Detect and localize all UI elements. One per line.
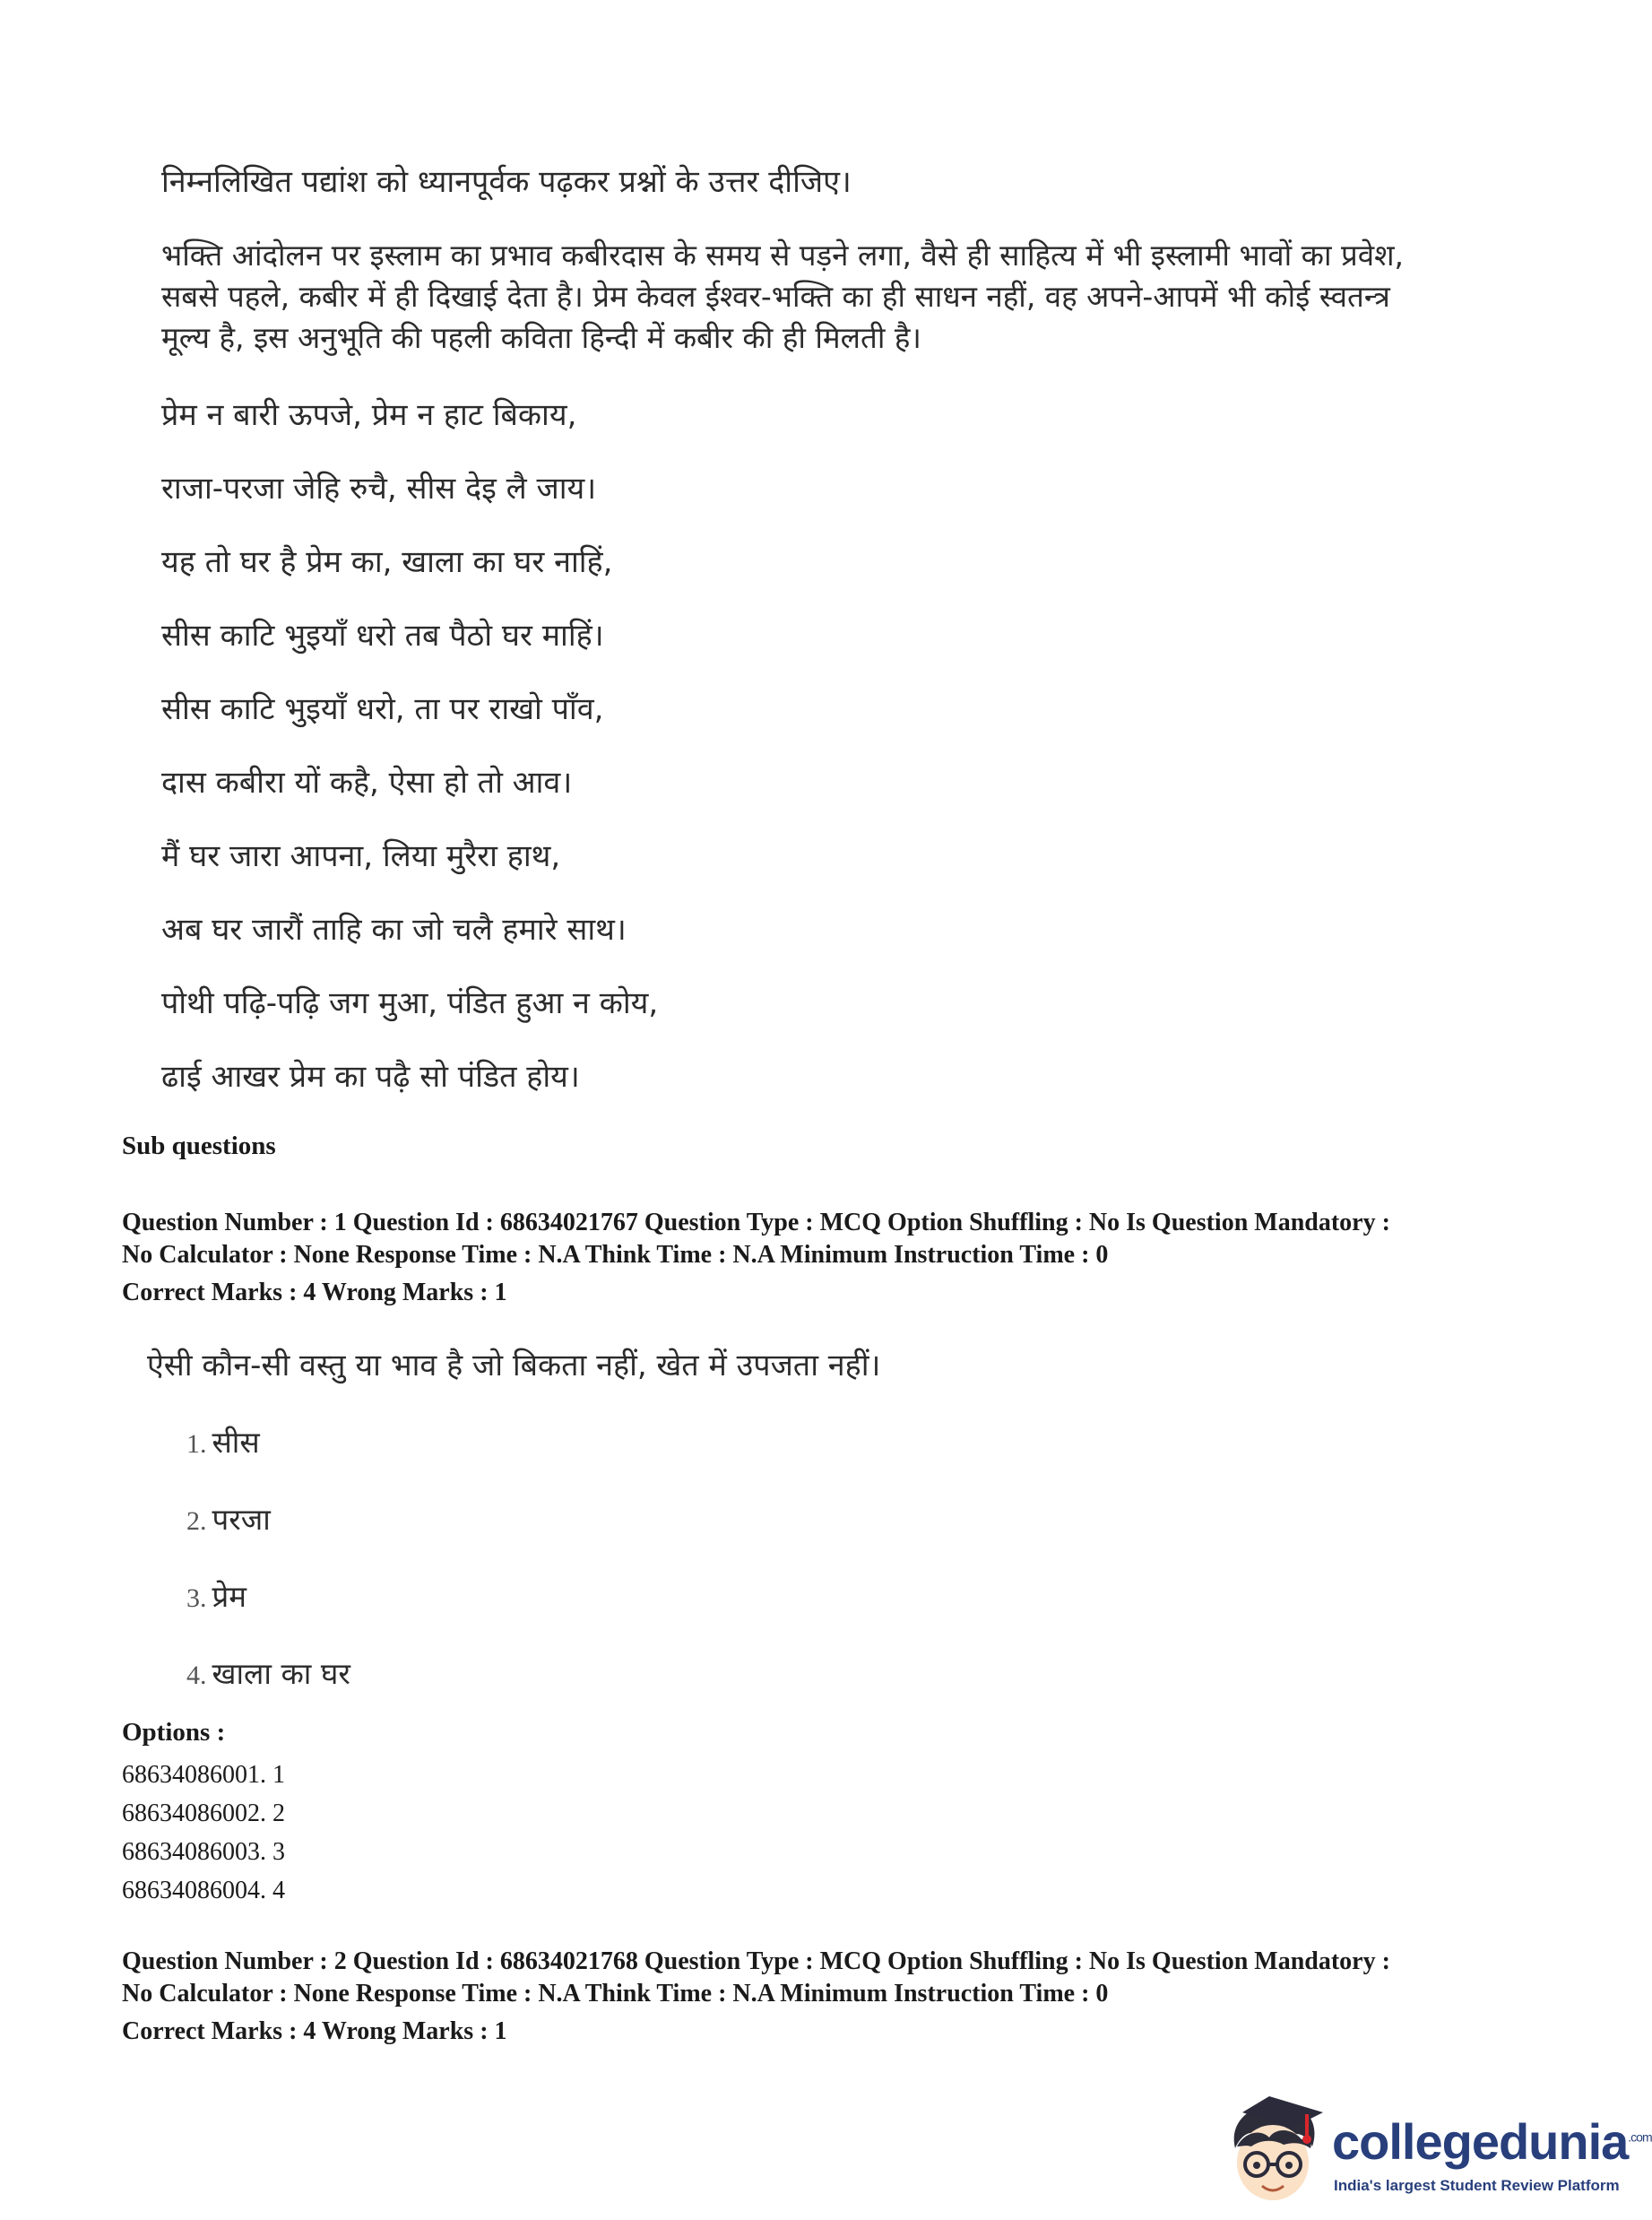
choice-label: सीस — [212, 1425, 260, 1460]
logo-tagline: India's largest Student Review Platform — [1334, 2177, 1620, 2194]
choice-number: 2. — [186, 1506, 207, 1536]
passage-intro: निम्नलिखित पद्यांश को ध्यानपूर्वक पढ़कर प्रश्नों के उत्तर दीजिए। — [161, 164, 852, 200]
poem-line: राजा-परजा जेहि रुचै, सीस देइ लै जाय। — [161, 471, 597, 507]
option-id-item: 68634086004. 4 — [122, 1877, 285, 1904]
choice-item[interactable] — [186, 1422, 350, 1499]
question-meta — [122, 1946, 1390, 2010]
poem-line: प्रेम न बारी ऊपजे, प्रेम न हाट बिकाय, — [161, 397, 577, 433]
poem-line: सीस काटि भुइयाँ धरो, ता पर राखो पाँव, — [161, 691, 604, 727]
question-marks: Correct Marks : 4 Wrong Marks : 1 — [122, 1279, 507, 1306]
logo-suffix: .com — [1628, 2129, 1652, 2145]
option-id-list — [122, 1756, 285, 1910]
question-meta — [122, 1207, 1390, 1271]
option-id-item: 68634086003. 3 — [122, 1838, 285, 1866]
poem-line: पोथी पढ़ि-पढ़ि जग मुआ, पंडित हुआ न कोय, — [161, 985, 659, 1021]
question-choices — [186, 1422, 350, 1730]
choice-label: प्रेम — [212, 1579, 247, 1614]
question-meta-line: No Calculator : None Response Time : N.A Think Time : N.A Minimum Instruction Time : 0 — [122, 1241, 1109, 1269]
choice-label: खाला का घर — [212, 1656, 350, 1691]
choice-number: 3. — [186, 1583, 207, 1613]
choice-item[interactable] — [186, 1576, 350, 1653]
choice-label: परजा — [212, 1502, 271, 1537]
student-mascot-icon — [1215, 2093, 1332, 2209]
question-marks: Correct Marks : 4 Wrong Marks : 1 — [122, 2017, 507, 2045]
poem-line: यह तो घर है प्रेम का, खाला का घर नाहिं, — [161, 544, 613, 580]
paragraph-line: सबसे पहले, कबीर में ही दिखाई देता है। प्रेम केवल ईश्वर-भक्ति का ही साधन नहीं, वह अपने-आपमें भी कोई स्वतन्त्र — [161, 279, 1390, 314]
logo-wordmark — [1332, 2112, 1652, 2171]
poem-line: अब घर जारौं ताहि का जो चलै हमारे साथ। — [161, 912, 627, 948]
question-meta-line: No Calculator : None Response Time : N.A Think Time : N.A Minimum Instruction Time : 0 — [122, 1980, 1109, 2008]
choice-item[interactable] — [186, 1499, 350, 1576]
option-id-item: 68634086001. 1 — [122, 1761, 285, 1789]
passage-paragraph — [161, 235, 1560, 359]
collegedunia-logo[interactable] — [1215, 2093, 1652, 2209]
poem — [161, 395, 658, 1130]
sub-questions-heading: Sub questions — [122, 1132, 276, 1160]
logo-name: collegedunia — [1332, 2113, 1629, 2170]
options-heading: Options : — [122, 1718, 226, 1747]
question-meta-line: Question Number : 1 Question Id : 68634021767 Question Type : MCQ Option Shuffling : No Is Question Mandatory : — [122, 1209, 1390, 1236]
option-id-item: 68634086002. 2 — [122, 1799, 285, 1827]
poem-line: ढाई आखर प्रेम का पढ़ै सो पंडित होय। — [161, 1059, 580, 1095]
choice-number: 1. — [186, 1429, 207, 1459]
choice-number: 4. — [186, 1661, 207, 1690]
paragraph-line: भक्ति आंदोलन पर इस्लाम का प्रभाव कबीरदास के समय से पड़ने लगा, वैसे ही साहित्य में भी इस्लामी भावों का प्रवेश, — [161, 238, 1405, 273]
poem-line: सीस काटि भुइयाँ धरो तब पैठो घर माहिं। — [161, 618, 604, 654]
poem-line: दास कबीरा यों कहै, ऐसा हो तो आव। — [161, 765, 573, 801]
question-meta-line: Question Number : 2 Question Id : 68634021768 Question Type : MCQ Option Shuffling : No Is Question Mandatory : — [122, 1947, 1390, 1975]
poem-line: मैं घर जारा आपना, लिया मुरैरा हाथ, — [161, 838, 561, 874]
paragraph-line: मूल्य है, इस अनुभूति की पहली कविता हिन्दी में कबीर की ही मिलती है। — [161, 320, 921, 355]
question-text: ऐसी कौन-सी वस्तु या भाव है जो बिकता नहीं, खेत में उपजता नहीं। — [147, 1348, 881, 1383]
